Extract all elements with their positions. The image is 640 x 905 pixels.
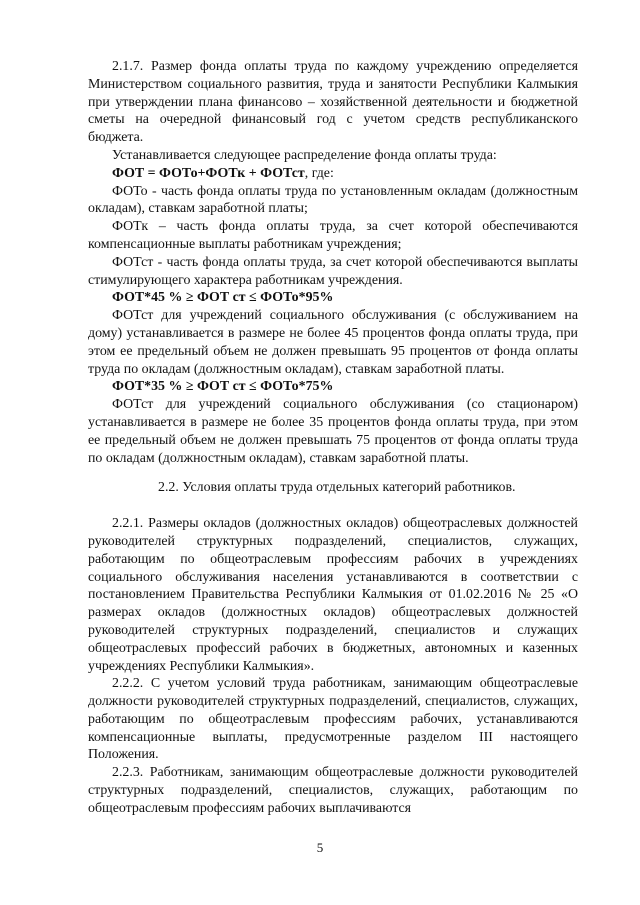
paragraph-foto: ФОТо - часть фонда оплаты труда по установленным окладам (должностным окладам), ставкам заработной платы;: [88, 183, 578, 217]
paragraph-2-2-3: 2.2.3. Работникам, занимающим общеотраслевые должности руководителей структурных подразделений, специалистов, служащих, работающим по общеотраслевым профессиям рабочих выплачиваются: [88, 765, 578, 816]
paragraph-home-service: ФОТст для учреждений социального обслуживания (с обслуживанием на дому) устанавливается в размере не более 45 процентов фонда оплаты труда, при этом ее предельный объем не должен превышать 95 процентов от фонда оплаты труда по окладам (должностным окладам), ставкам заработной платы.: [88, 308, 578, 377]
formula-45: ФОТ*45 % ≥ ФОТ ст ≤ ФОТо*95%: [112, 290, 334, 306]
paragraph-fotk: ФОТк – часть фонда оплаты труда, за счет которой обеспечиваются компенсационные выплаты работникам учреждения;: [88, 219, 578, 252]
paragraph-2-2-1: 2.2.1. Размеры окладов (должностных окладов) общеотраслевых должностей руководителей структурных подразделений, специалистов, служащих, работающим по общеотраслевым профессиям рабочих в учреждениях социального обслуживания населения устанавливаются в соответствии с постановлением Правительства Республики Калмыкия от 01.02.2016 № 25 «О размерах окладов (должностных окладов) общеотраслевых должностей руководителей структурных подразделений, специалистов и служащих общеотраслевых профессий рабочих в бюджетных, автономных и казенных учреждениях Республики Калмыкия».: [88, 516, 578, 674]
section-heading-2-2: 2.2. Условия оплаты труда отдельных категорий работников.: [158, 480, 516, 496]
formula-main-suffix: , где:: [304, 165, 334, 181]
paragraph-2-2-2: 2.2.2. С учетом условий труда работникам, занимающим общеотраслевые должности руководителей структурных подразделений, специалистов, служащих, работающим по общеотраслевым профессиям рабочих, устанавливаются компенсационные выплаты, предусмотренные разделом III настоящего Положения.: [88, 676, 578, 763]
paragraph-2-1-7: 2.1.7. Размер фонда оплаты труда по каждому учреждению определяется Министерством социального развития, труда и занятости Республики Калмыкия при утверждении плана финансово – хозяйственной деятельности и бюджетной сметы на очередной финансовый год с учетом средств республиканского бюджета.: [88, 59, 578, 146]
formula-main: ФОТ = ФОТо+ФОТк + ФОТст: [112, 165, 305, 181]
document-page: [88, 58, 578, 818]
paragraph-fotst: ФОТст - часть фонда оплаты труда, за счет которой обеспечиваются выплаты стимулирующего характера работникам учреждения.: [88, 254, 578, 288]
paragraph-formula-main: [88, 165, 578, 183]
formula-35: ФОТ*35 % ≥ ФОТ ст ≤ ФОТо*75%: [112, 379, 334, 395]
page-number: 5: [316, 840, 324, 855]
paragraph-stationary: ФОТст для учреждений социального обслуживания (со стационаром) устанавливается в размере не более 35 процентов фонда оплаты труда, при этом ее предельный объем не должен превышать 75 процентов от фонда оплаты труда по окладам (должностным окладам), ставкам заработной платы.: [88, 397, 578, 466]
paragraph-distribution-intro: Устанавливается следующее распределение фонда оплаты труда:: [112, 147, 497, 163]
